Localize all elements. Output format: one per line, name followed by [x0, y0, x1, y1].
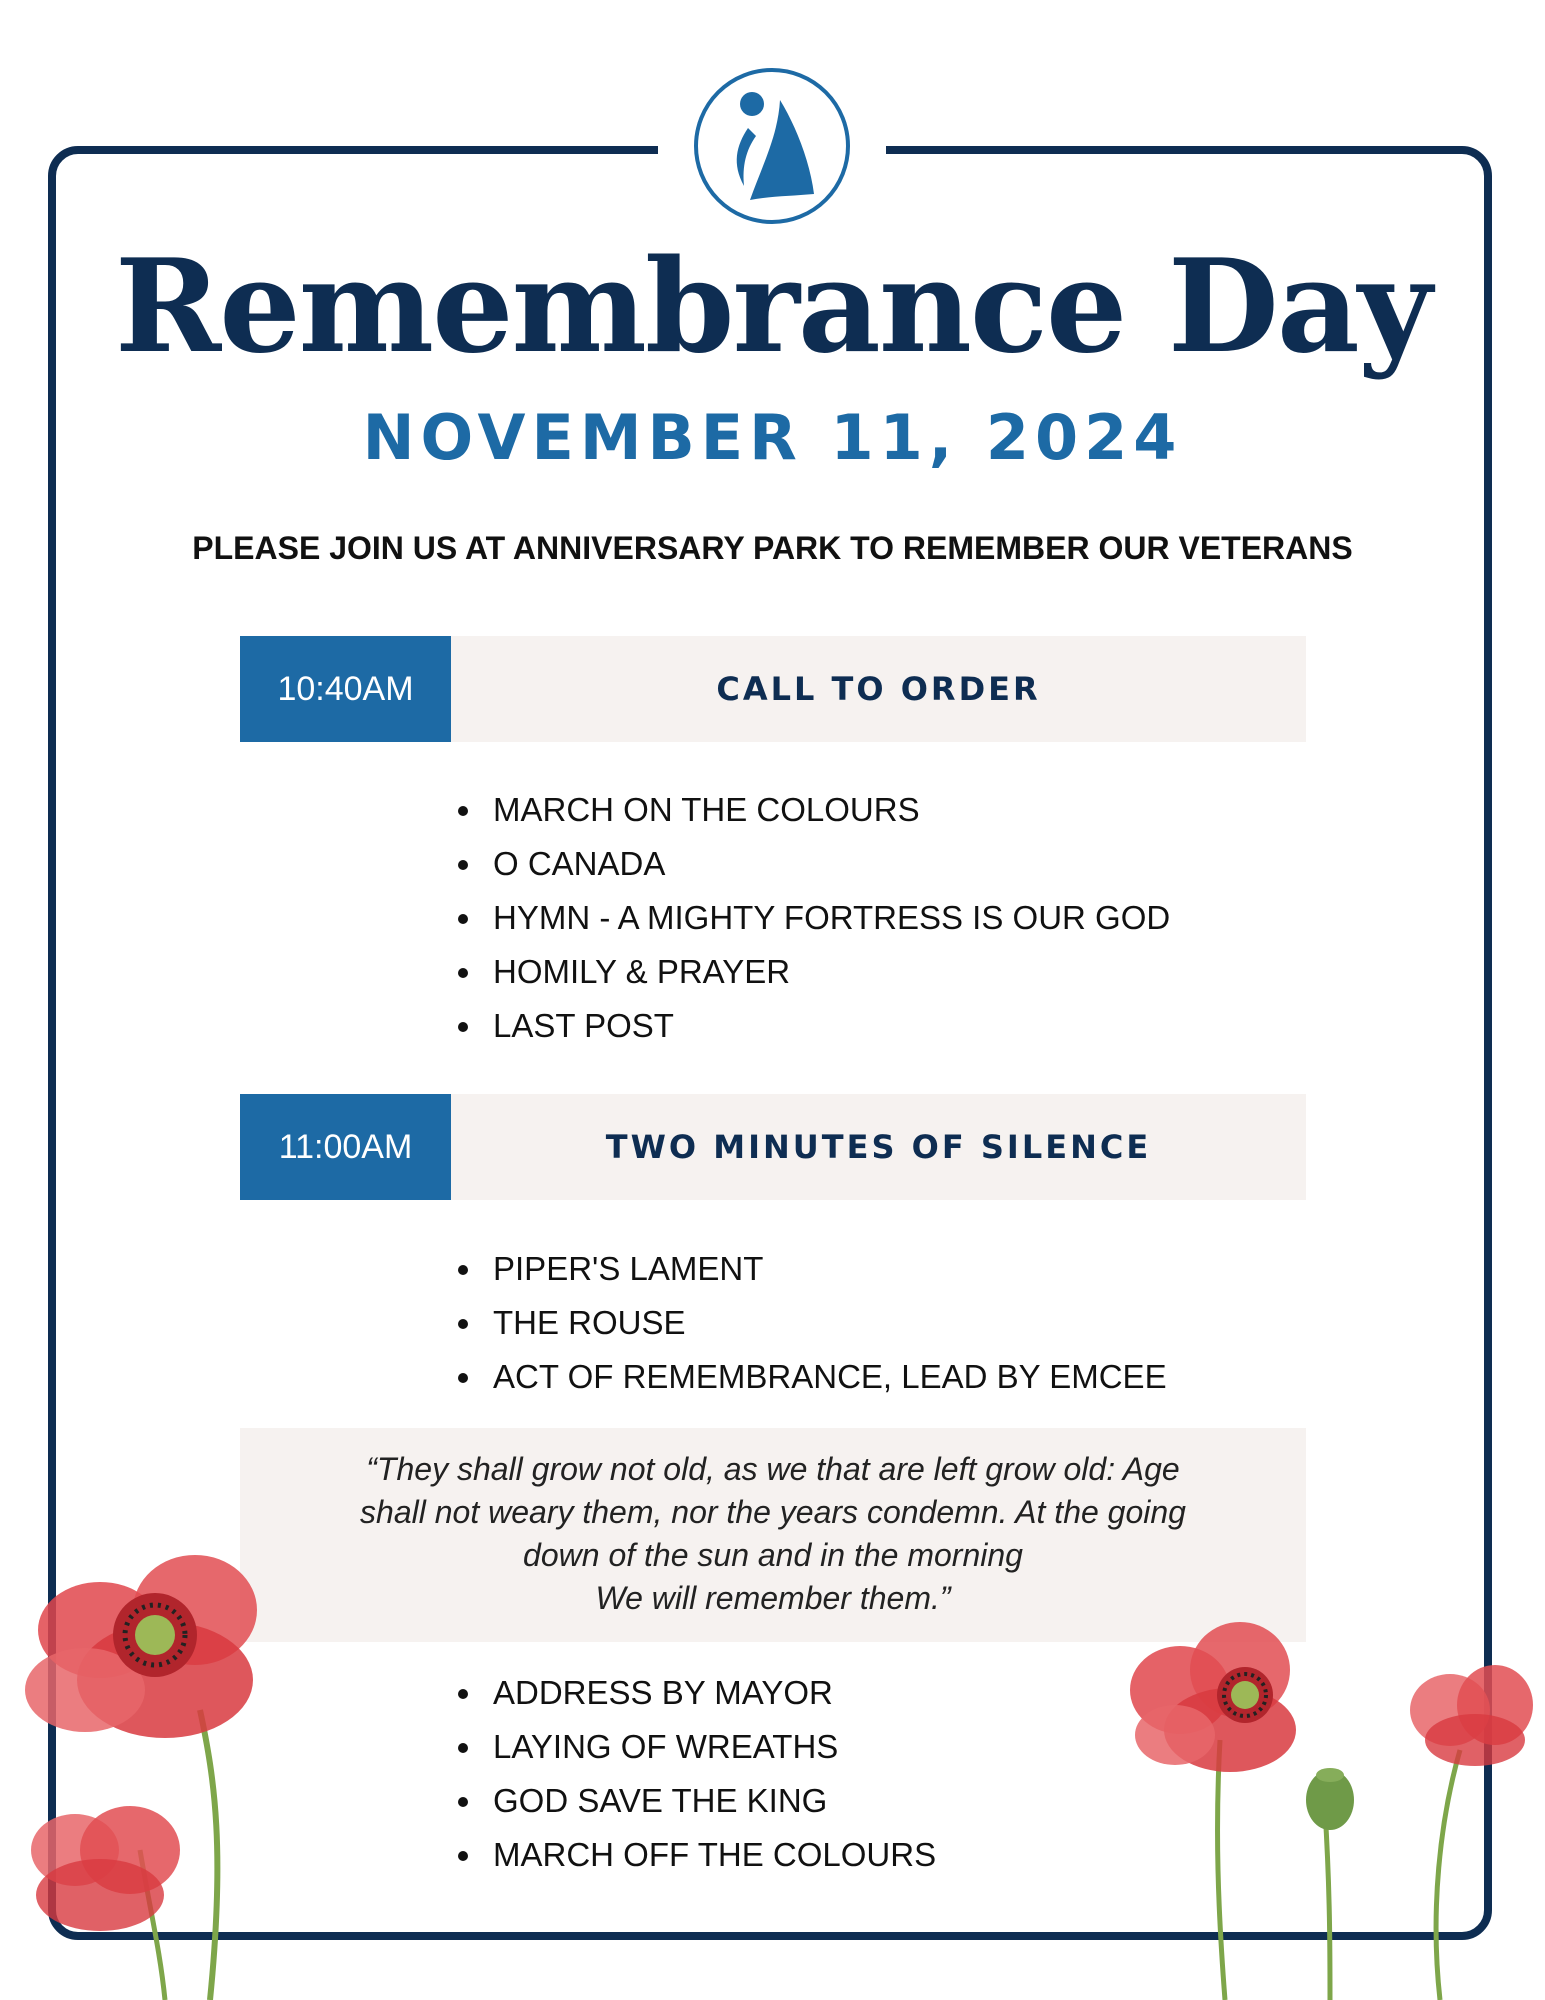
schedule-time: 10:40AM: [240, 636, 451, 742]
list-item: ADDRESS BY MAYOR: [458, 1666, 936, 1720]
bullet-dot-icon: [458, 1797, 468, 1807]
list-item: MARCH OFF THE COLOURS: [458, 1828, 936, 1882]
agenda-list-2: [458, 1242, 1167, 1404]
quote-line: shall not weary them, nor the years condemn. At the going: [360, 1494, 1186, 1530]
list-item: GOD SAVE THE KING: [458, 1774, 936, 1828]
bullet-dot-icon: [458, 1265, 468, 1275]
list-item: O CANADA: [458, 837, 1170, 891]
quote-line: “They shall grow not old, as we that are left grow old: Age: [366, 1451, 1180, 1487]
list-item: LAYING OF WREATHS: [458, 1720, 936, 1774]
poppy-flower-icon: [0, 1520, 300, 2000]
bullet-dot-icon: [458, 1743, 468, 1753]
list-item: HOMILY & PRAYER: [458, 945, 1170, 999]
schedule-row-call-to-order: [240, 636, 1306, 742]
event-date: NOVEMBER 11, 2024: [362, 401, 1183, 474]
invitation-text: PLEASE JOIN US AT ANNIVERSARY PARK TO REMEMBER OUR VETERANS: [192, 530, 1353, 566]
bullet-dot-icon: [458, 1373, 468, 1383]
bullet-dot-icon: [458, 1319, 468, 1329]
quote-line: We will remember them.”: [595, 1580, 951, 1616]
bullet-dot-icon: [458, 1689, 468, 1699]
list-item: HYMN - A MIGHTY FORTRESS IS OUR GOD: [458, 891, 1170, 945]
list-item: LAST POST: [458, 999, 1170, 1053]
list-item: MARCH ON THE COLOURS: [458, 783, 1170, 837]
agenda-list-1: [458, 783, 1170, 1053]
poppy-flower-icon: [1120, 1610, 1545, 2000]
list-item: ACT OF REMEMBRANCE, LEAD BY EMCEE: [458, 1350, 1167, 1404]
bullet-dot-icon: [458, 806, 468, 816]
list-item: THE ROUSE: [458, 1296, 1167, 1350]
quote-line: down of the sun and in the morning: [523, 1537, 1023, 1573]
agenda-list-3: [458, 1666, 936, 1882]
schedule-label: TWO MINUTES OF SILENCE: [605, 1128, 1152, 1166]
schedule-row-two-minutes: [240, 1094, 1306, 1200]
bullet-dot-icon: [458, 914, 468, 924]
schedule-label: CALL TO ORDER: [716, 670, 1041, 708]
bullet-dot-icon: [458, 1851, 468, 1861]
bullet-dot-icon: [458, 860, 468, 870]
page-title: Remembrance Day: [114, 232, 1431, 382]
schedule-time: 11:00AM: [240, 1094, 451, 1200]
person-drop-logo-icon: [692, 66, 852, 226]
bullet-dot-icon: [458, 968, 468, 978]
list-item: PIPER'S LAMENT: [458, 1242, 1167, 1296]
bullet-dot-icon: [458, 1022, 468, 1032]
